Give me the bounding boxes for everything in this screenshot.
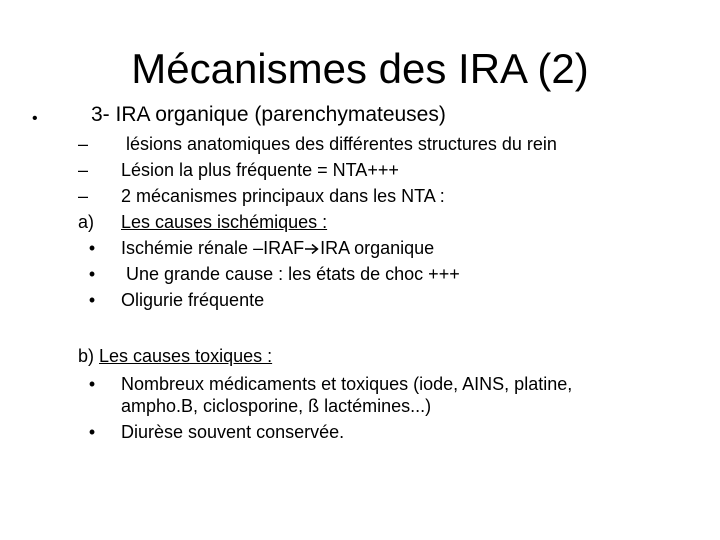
list-item-text: Lésion la plus fréquente = NTA+++ [121, 160, 399, 180]
list-item [78, 235, 698, 261]
letter-marker: a) [78, 212, 95, 232]
list-item-text [121, 421, 698, 443]
list-item-text-before-arrow: Ischémie rénale –IRAF [121, 238, 305, 258]
main-bullet-marker: • [32, 110, 38, 127]
list-item [78, 421, 698, 443]
list-item-text: 2 mécanismes principaux dans les NTA : [121, 186, 445, 206]
list-item [78, 373, 698, 417]
list-item-line: Diurèse souvent conservée. [121, 422, 345, 442]
dash-marker: – [78, 186, 89, 206]
list-item-text: lésions anatomiques des différentes structures du rein [121, 134, 557, 154]
list-item [78, 157, 698, 183]
right-arrow-icon [305, 236, 319, 262]
subsection-heading-ischemic: Les causes ischémiques : [121, 212, 328, 232]
bullet-marker: • [88, 264, 96, 284]
dash-marker: – [78, 134, 89, 154]
bullet-marker: • [88, 238, 96, 258]
list-item-line: ampho.B, ciclosporine, ß lactémines...) [121, 396, 432, 416]
section-b-prefix: b) [78, 346, 100, 366]
list-item-text: Oligurie fréquente [121, 290, 265, 310]
bullet-marker: • [88, 374, 96, 394]
list-item-text-after-arrow: IRA organique [320, 238, 435, 258]
section-b-heading [78, 343, 698, 369]
bullet-marker: • [88, 422, 96, 442]
section-toxic [78, 343, 698, 443]
main-heading: 3- IRA organique (parenchymateuses) [91, 103, 446, 126]
list-item-text [121, 235, 434, 262]
list-item [78, 209, 698, 235]
section-b-title: Les causes toxiques : [99, 346, 273, 366]
list-item [78, 287, 698, 313]
slide-title: Mécanismes des IRA (2) [131, 45, 589, 92]
list-item [78, 183, 698, 209]
list-item-text: Une grande cause : les états de choc +++ [121, 264, 460, 284]
dash-marker: – [78, 160, 89, 180]
bullet-marker: • [88, 290, 96, 310]
list-item-text [121, 373, 698, 417]
sub-list [78, 131, 698, 313]
list-item [78, 131, 698, 157]
list-item-line: Nombreux médicaments et toxiques (iode, AINS, platine, [121, 374, 573, 394]
list-item [78, 261, 698, 287]
